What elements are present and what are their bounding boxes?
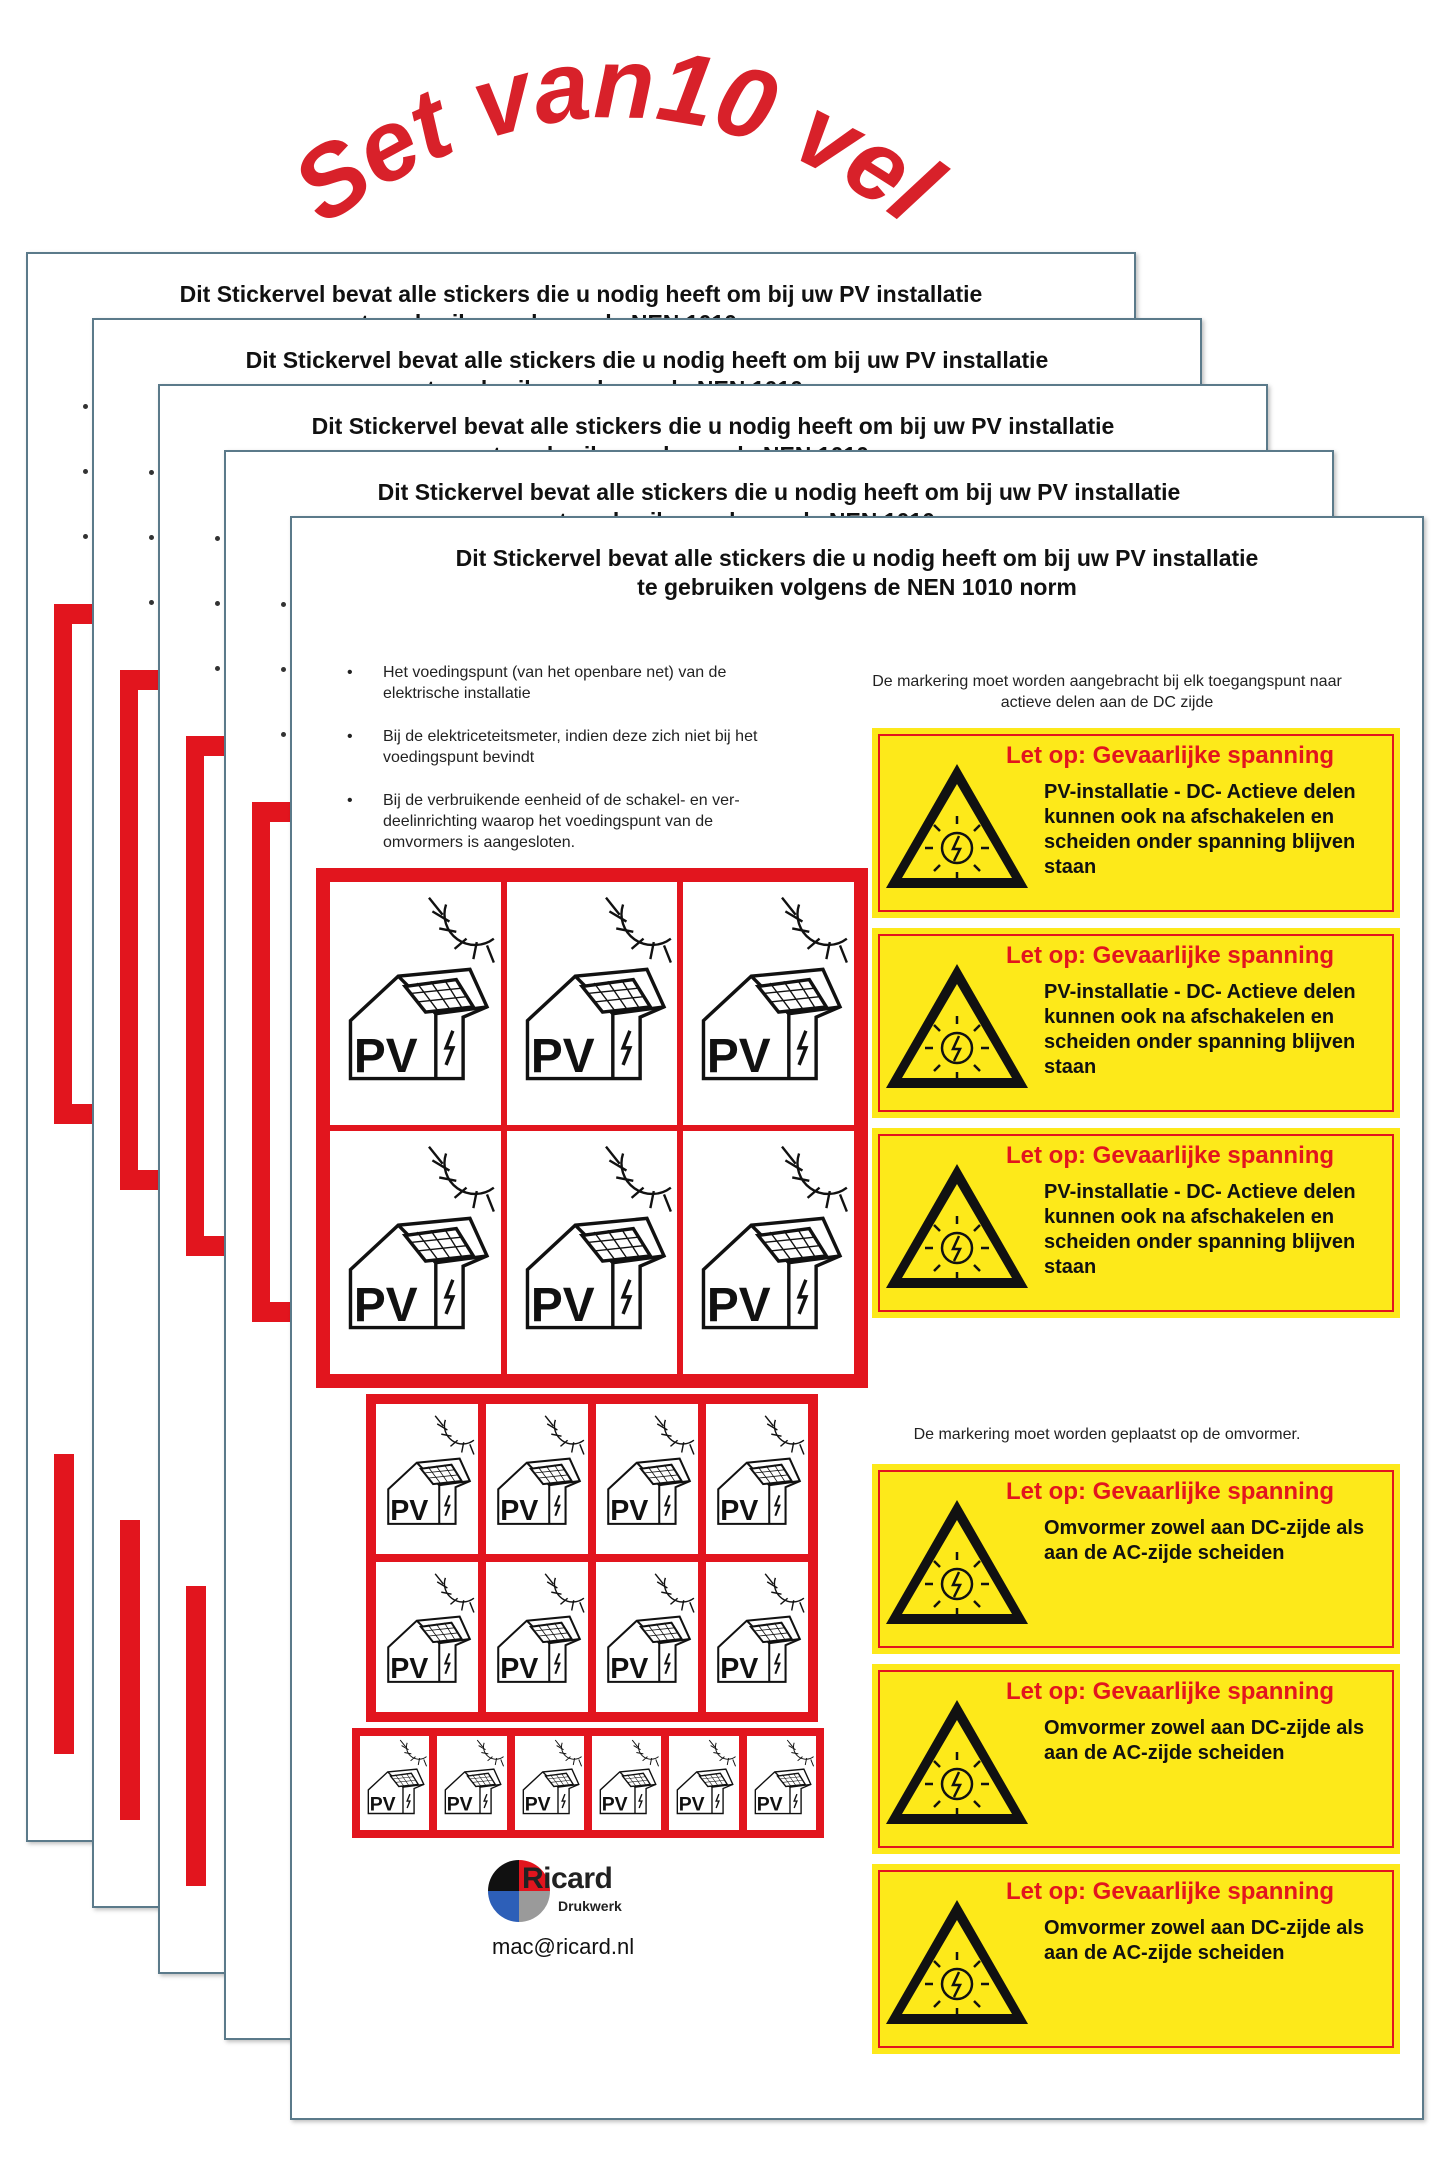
pv-house-icon <box>507 882 678 1125</box>
pv-house-icon <box>747 1736 816 1830</box>
dc-note: De markering moet worden aangebracht bij elk toegangspunt naar actieve delen aan de DC zijde <box>872 673 1342 711</box>
pv-house-icon <box>486 1404 588 1554</box>
pv-house-icon <box>596 1562 698 1712</box>
dc-warning-sticker <box>872 728 1400 918</box>
svg-text:PV: PV <box>720 1494 759 1527</box>
sun-icon <box>782 898 847 963</box>
pv-house-icon <box>486 1562 588 1712</box>
sheet-title: Dit Stickervel bevat alle stickers die u nodig heeft om bij uw PV installatie <box>179 281 983 307</box>
svg-text:PV: PV <box>390 1494 429 1527</box>
warning-triangle-icon <box>882 1696 1032 1828</box>
sun-icon <box>710 1740 736 1766</box>
warning-triangle-icon <box>882 1496 1032 1628</box>
bullet-item: • Bij de elektriceteitsmeter, indien deze zich niet bij het voedingspunt bevindt <box>347 726 767 768</box>
sun-icon <box>400 1740 426 1766</box>
svg-text:PV: PV <box>679 1793 705 1816</box>
pv-house-icon <box>669 1736 738 1830</box>
svg-text:PV: PV <box>500 1494 539 1527</box>
sheet-title: Dit Stickervel bevat alle stickers die u nodig heeft om bij uw PV installatie <box>311 413 1115 439</box>
bullet-dots <box>149 470 154 665</box>
sun-icon <box>782 1147 847 1212</box>
sun-icon <box>435 1416 474 1455</box>
inverter-warning-sticker <box>872 1864 1400 2054</box>
pv-sticker <box>596 1404 698 1554</box>
svg-text:PV: PV <box>369 1793 396 1816</box>
dc-warning-sticker <box>872 1128 1400 1318</box>
pv-house-icon <box>683 1131 854 1374</box>
front-sheet <box>290 516 1424 2120</box>
pv-sticker-block-small <box>352 1728 824 1838</box>
pv-house-icon <box>330 1131 501 1374</box>
pv-sticker <box>330 882 501 1125</box>
pv-sticker-block-large <box>316 868 868 1388</box>
pv-house-icon <box>706 1404 808 1554</box>
pv-house-icon <box>330 882 501 1125</box>
sun-icon <box>545 1416 584 1455</box>
warning-triangle-icon <box>882 1160 1032 1292</box>
svg-text:PV: PV <box>353 1029 418 1083</box>
warning-text: Omvormer zowel aan DC-zijde als aan de AC-zijde scheiden <box>1044 1717 1365 1764</box>
svg-text:PV: PV <box>447 1793 473 1816</box>
inverter-warning-sticker <box>872 1464 1400 1654</box>
svg-text:PV: PV <box>707 1278 771 1332</box>
sun-icon <box>606 1147 671 1212</box>
warning-heading: Let op: Gevaarlijke spanning <box>1006 1878 1335 1905</box>
pv-house-icon <box>596 1404 698 1554</box>
sheet-title: Dit Stickervel bevat alle stickers die u nodig heeft om bij uw PV installatie <box>377 479 1181 505</box>
bullet-item: • Bij de verbruikende eenheid of de schakel- en ver-deelinrichting waarop het voedingspunt van de omvormers is aangesloten. <box>347 790 767 853</box>
svg-text:PV: PV <box>601 1793 628 1816</box>
svg-text:PV: PV <box>756 1793 783 1816</box>
dc-warning-sticker <box>872 928 1400 1118</box>
bullet-item: • Het voedingspunt (van het openbare net) van de elektrische installatie <box>347 662 767 704</box>
warning-heading: Let op: Gevaarlijke spanning <box>1006 1678 1335 1705</box>
contact-email: mac@ricard.nl <box>492 1934 635 1959</box>
pv-sticker <box>507 882 678 1125</box>
sun-icon <box>429 898 494 963</box>
warning-text: PV-installatie - DC- Actieve delen kunnen ook na afschakelen en scheiden onder spanning blijven staan <box>1044 981 1356 1078</box>
pv-sticker <box>360 1736 429 1830</box>
pv-sticker-block-medium <box>366 1394 818 1722</box>
svg-text:PV: PV <box>610 1494 649 1527</box>
pv-sticker <box>683 882 854 1125</box>
svg-text:PV: PV <box>720 1652 759 1685</box>
sun-icon <box>545 1574 584 1613</box>
pv-sticker <box>437 1736 506 1830</box>
pv-sticker <box>376 1562 478 1712</box>
pv-house-icon <box>515 1736 584 1830</box>
pv-house-icon <box>706 1562 808 1712</box>
sun-icon <box>435 1574 474 1613</box>
pv-sticker <box>515 1736 584 1830</box>
warning-text: Omvormer zowel aan DC-zijde als aan de AC-zijde scheiden <box>1044 1517 1365 1564</box>
pv-sticker-edge <box>186 1586 206 1886</box>
pv-sticker-edge <box>54 1454 74 1754</box>
warning-heading: Let op: Gevaarlijke spanning <box>1006 742 1335 769</box>
pv-sticker <box>747 1736 816 1830</box>
pv-sticker <box>669 1736 738 1830</box>
bullet-dots <box>281 602 286 797</box>
bullet-dots <box>215 536 220 731</box>
pv-sticker <box>486 1404 588 1554</box>
svg-text:PV: PV <box>390 1652 429 1685</box>
svg-text:PV: PV <box>500 1652 539 1685</box>
pv-sticker <box>376 1404 478 1554</box>
sun-icon <box>765 1574 804 1613</box>
bullet-dots <box>83 404 88 599</box>
pv-house-icon <box>437 1736 506 1830</box>
sun-icon <box>555 1740 581 1766</box>
pv-house-icon <box>507 1131 678 1374</box>
pv-house-icon <box>592 1736 661 1830</box>
svg-text:PV: PV <box>524 1793 551 1816</box>
svg-text:PV: PV <box>610 1652 649 1685</box>
logo-subtitle: Drukwerk <box>558 1898 622 1914</box>
svg-text:PV: PV <box>530 1029 595 1083</box>
bullet-list <box>347 662 767 875</box>
sheet-title: Dit Stickervel bevat alle stickers die u nodig heeft om bij uw PV installatie <box>245 347 1049 373</box>
sun-icon <box>478 1740 504 1766</box>
warning-text: PV-installatie - DC- Actieve delen kunnen ook na afschakelen en scheiden onder spanning blijven staan <box>1044 1181 1356 1278</box>
pv-house-icon <box>360 1736 429 1830</box>
pv-sticker-edge <box>120 1520 140 1820</box>
headline-text: Set van10 vel <box>273 27 960 245</box>
sun-icon <box>632 1740 658 1766</box>
sun-icon <box>655 1416 694 1455</box>
warning-heading: Let op: Gevaarlijke spanning <box>1006 1478 1335 1505</box>
pv-house-icon <box>376 1562 478 1712</box>
pv-sticker <box>706 1562 808 1712</box>
sun-icon <box>765 1416 804 1455</box>
warning-triangle-icon <box>882 760 1032 892</box>
pv-sticker <box>592 1736 661 1830</box>
sun-icon <box>429 1147 494 1212</box>
pv-sticker <box>706 1404 808 1554</box>
svg-text:PV: PV <box>530 1278 595 1332</box>
pv-house-icon <box>683 882 854 1125</box>
pv-sticker <box>596 1562 698 1712</box>
sun-icon <box>606 898 671 963</box>
pv-sticker <box>507 1131 678 1374</box>
warning-triangle-icon <box>882 1896 1032 2028</box>
ricard-logo <box>488 1860 668 1920</box>
svg-text:PV: PV <box>707 1029 771 1083</box>
warning-triangle-icon <box>882 960 1032 1092</box>
svg-text:PV: PV <box>353 1278 418 1332</box>
inverter-warning-sticker <box>872 1664 1400 1854</box>
warning-text: PV-installatie - DC- Actieve delen kunnen ook na afschakelen en scheiden onder spanning blijven staan <box>1044 781 1356 878</box>
pv-sticker <box>330 1131 501 1374</box>
pv-house-icon <box>376 1404 478 1554</box>
inverter-note: De markering moet worden geplaatst op de omvormer. <box>913 1426 1301 1443</box>
sheet-title: Dit Stickervel bevat alle stickers die u nodig heeft om bij uw PV installatie te gebruiken volgens de NEN 1010 norm <box>455 545 1259 600</box>
sun-icon <box>655 1574 694 1613</box>
warning-heading: Let op: Gevaarlijke spanning <box>1006 1142 1335 1169</box>
warning-heading: Let op: Gevaarlijke spanning <box>1006 942 1335 969</box>
pv-sticker <box>683 1131 854 1374</box>
sun-icon <box>787 1740 813 1766</box>
warning-text: Omvormer zowel aan DC-zijde als aan de AC-zijde scheiden <box>1044 1917 1365 1964</box>
logo-name: Ricard <box>522 1862 613 1895</box>
pv-sticker <box>486 1562 588 1712</box>
